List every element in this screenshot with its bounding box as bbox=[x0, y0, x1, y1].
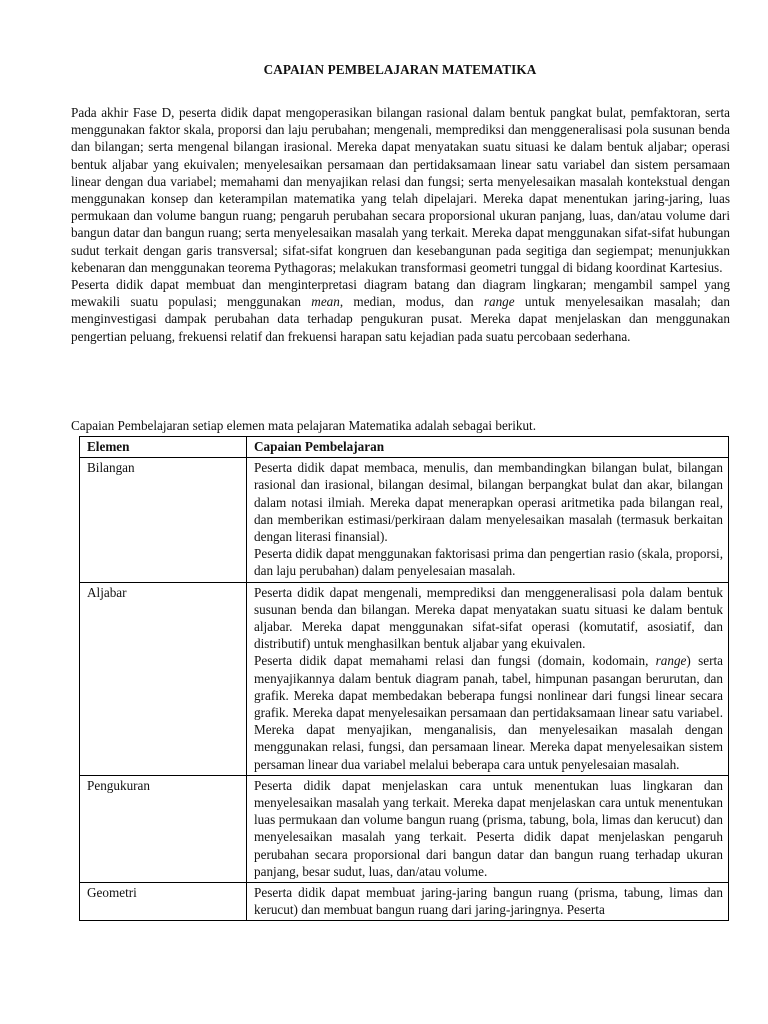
capaian-cell: Peserta didik dapat mengenali, memprediksi dan menggeneralisasi pola dalam bentuk susunan benda dan bilangan. Mereka dapat menyatakan suatu situasi ke dalam bentuk aljabar. Mereka dapat menggunakan sifat-sifat operasi (komutatif, asosiatif, dan distributif) untuk menghasilkan bentuk aljabar yang ekuivalen. Peserta didik dapat memahami relasi dan fungsi (domain, kodomain, range) serta menyajikannya dalam bentuk diagram panah, tabel, himpunan pasangan berurutan, dan grafik. Mereka dapat membedakan beberapa fungsi nonlinear dari fungsi linear secara grafik. Mereka dapat menyelesaikan persamaan dan pertidaksamaan linear satu variabel. Mereka dapat menyajikan, menganalisis, dan menyelesaikan masalah dengan menggunakan relasi, fungsi, dan persamaan linear. Mereka dapat menyelesaikan sistem persaman linear dua variabel melalui beberapa cara untuk penyelesaian masalah. bbox=[247, 582, 729, 775]
table-row bbox=[80, 582, 729, 775]
table-header-row bbox=[80, 437, 729, 458]
capaian-table bbox=[79, 436, 729, 921]
paragraph-statistika: Peserta didik dapat membuat dan menginterpretasi diagram batang dan diagram lingkaran; mengambil sampel yang mewakili suatu populasi; menggunakan mean, median, modus, dan range untuk menyelesaikan masalah; dan menginvestigasi dampak perubahan data terhadap pengukuran pusat. Mereka dapat menjelaskan dan menggunakan pengertian peluang, frekuensi relatif dan frekuensi harapan satu kejadian pada suatu percobaan sederhana. bbox=[71, 277, 731, 344]
table-row bbox=[80, 883, 729, 921]
table-intro: Capaian Pembelajaran setiap elemen mata pelajaran Matematika adalah sebagai berikut. bbox=[71, 418, 537, 433]
term-range: range bbox=[655, 653, 687, 669]
paragraph-fase-d: Pada akhir Fase D, peserta didik dapat mengoperasikan bilangan rasional dalam bentuk pangkat bulat, pemfaktoran, serta menggunakan faktor skala, proporsi dan laju perubahan; mengenali, memprediksi dan menggeneralisasi pola susunan benda dan bilangan; serta mengenal bilangan irasional. Mereka dapat menyatakan suatu situasi ke dalam bentuk aljabar; operasi bentuk aljabar yang ekuivalen; menyelesaikan persamaan dan pertidaksamaan linear satu variabel dan sistem persamaan linear dengan dua variabel; memahami dan menyajikan relasi dan fungsi; serta menyelesaikan masalah kontekstual dengan menggunakan konsep dan keterampilan matematika yang telah dipelajari. Mereka dapat menentukan jaring-jaring, luas permukaan dan volume bangun ruang; pengaruh perubahan secara proporsional ukuran panjang, luas, dan/atau volume dari bangun datar dan bangun ruang; serta menyelesaikan masalah yang terkait. Mereka dapat menggunakan sifat-sifat hubungan sudut terkait dengan garis transversal; sifat-sifat kongruen dan kesebangunan pada segitiga dan segiempat; menunjukkan kebenaran dan menggunakan teorema Pythagoras; melakukan transformasi geometri tunggal di bidang koordinat Kartesius. bbox=[71, 105, 730, 275]
term-mean: mean bbox=[311, 294, 340, 310]
elemen-cell: Geometri bbox=[80, 883, 247, 921]
body-text bbox=[71, 104, 730, 345]
elemen-cell: Bilangan bbox=[80, 458, 247, 582]
table-row bbox=[80, 775, 729, 882]
header-elemen: Elemen bbox=[80, 437, 247, 458]
table-row bbox=[80, 458, 729, 582]
elemen-cell: Aljabar bbox=[80, 582, 247, 775]
capaian-cell: Peserta didik dapat membuat jaring-jaring bangun ruang (prisma, tabung, limas dan kerucut) dan membuat bangun ruang dari jaring-jaringnya. Peserta bbox=[247, 883, 729, 921]
term-range: range bbox=[483, 294, 515, 310]
page-title: CAPAIAN PEMBELAJARAN MATEMATIKA bbox=[263, 62, 537, 77]
elemen-cell: Pengukuran bbox=[80, 775, 247, 882]
header-capaian: Capaian Pembelajaran bbox=[247, 437, 729, 458]
capaian-cell: Peserta didik dapat membaca, menulis, dan membandingkan bilangan bulat, bilangan rasional dan irasional, bilangan desimal, bilangan berpangkat bulat dan akar, bilangan dalam notasi ilmiah. Mereka dapat menerapkan operasi aritmetika pada bilangan real, dan memberikan estimasi/perkiraan dalam menyelesaikan masalah (termasuk berkaitan dengan literasi finansial). Peserta didik dapat menggunakan faktorisasi prima dan pengertian rasio (skala, proporsi, dan laju perubahan) dalam penyelesaian masalah. bbox=[247, 458, 729, 582]
capaian-cell: Peserta didik dapat menjelaskan cara untuk menentukan luas lingkaran dan menyelesaikan masalah yang terkait. Mereka dapat menjelaskan cara untuk menentukan luas permukaan dan volume bangun ruang (prisma, tabung, bola, limas dan kerucut) dan menyelesaikan masalah yang terkait. Peserta didik dapat menjelaskan pengaruh perubahan secara proporsional dari bangun datar dan bangun ruang terhadap ukuran panjang, besar sudut, luas, dan/atau volume. bbox=[247, 775, 729, 882]
